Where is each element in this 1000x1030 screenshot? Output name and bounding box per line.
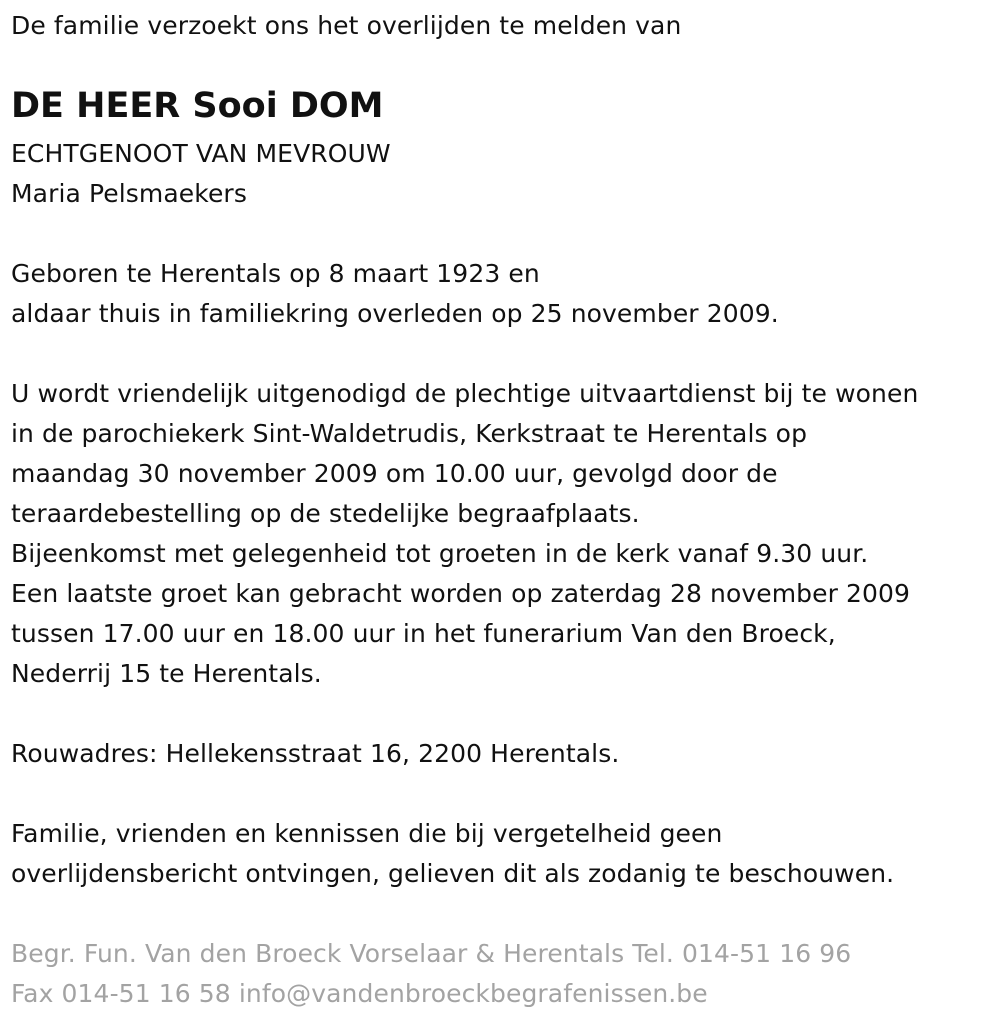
service-line: tussen 17.00 uur en 18.00 uur in het funerarium Van den Broeck,	[11, 619, 836, 648]
mourning-address: Rouwadres: Hellekensstraat 16, 2200 Herentals.	[11, 739, 620, 768]
notice-line: overlijdensbericht ontvingen, gelieven dit als zodanig te beschouwen.	[11, 859, 895, 888]
death-line: aldaar thuis in familiekring overleden op 25 november 2009.	[11, 299, 779, 328]
service-line: maandag 30 november 2009 om 10.00 uur, gevolgd door de	[11, 459, 778, 488]
service-line: Nederrij 15 te Herentals.	[11, 659, 322, 688]
service-line: U wordt vriendelijk uitgenodigd de plechtige uitvaartdienst bij te wonen	[11, 379, 919, 408]
funeral-home-line: Begr. Fun. Van den Broeck Vorselaar & Herentals Tel. 014-51 16 96	[11, 939, 852, 968]
spouse-name: Maria Pelsmaekers	[11, 179, 247, 208]
service-line: Bijeenkomst met gelegenheid tot groeten in de kerk vanaf 9.30 uur.	[11, 539, 869, 568]
deceased-name: DE HEER Sooi DOM	[11, 86, 384, 126]
funeral-home-contact: Fax 014-51 16 58 info@vandenbroeckbegrafenissen.be	[11, 979, 708, 1008]
notice-line: Familie, vrienden en kennissen die bij vergetelheid geen	[11, 819, 723, 848]
relation-text: ECHTGENOOT VAN MEVROUW	[11, 139, 391, 168]
service-line: teraardebestelling op de stedelijke begraafplaats.	[11, 499, 640, 528]
intro-text: De familie verzoekt ons het overlijden te melden van	[11, 11, 682, 40]
service-line: Een laatste groet kan gebracht worden op zaterdag 28 november 2009	[11, 579, 911, 608]
service-line: in de parochiekerk Sint-Waldetrudis, Kerkstraat te Herentals op	[11, 419, 808, 448]
birth-line: Geboren te Herentals op 8 maart 1923 en	[11, 259, 540, 288]
